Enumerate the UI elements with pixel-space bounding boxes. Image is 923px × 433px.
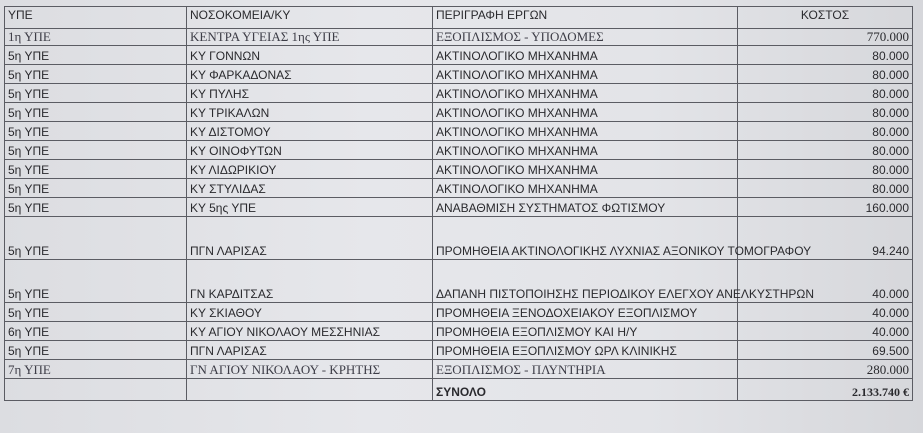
cell-cost: 80.000 xyxy=(738,141,913,160)
cell-unit: ΓΝ ΑΓΙΟΥ ΝΙΚΟΛΑΟΥ - ΚΡΗΤΗΣ xyxy=(187,360,433,379)
costs-table xyxy=(4,6,913,401)
header-description: ΠΕΡΙΓΡΑΦΗ ΕΡΓΩΝ xyxy=(433,7,738,29)
cell-ype: 5η ΥΠΕ xyxy=(5,303,187,322)
table-row xyxy=(5,29,913,46)
cell-ype: 5η ΥΠΕ xyxy=(5,141,187,160)
table-row xyxy=(5,141,913,160)
cell-ype: 5η ΥΠΕ xyxy=(5,198,187,217)
cell-cost: 80.000 xyxy=(738,122,913,141)
table-row xyxy=(5,360,913,379)
table-row xyxy=(5,217,913,260)
cell-description: ΕΞΟΠΛΙΣΜΟΣ - ΥΠΟΔΟΜΕΣ xyxy=(433,29,738,46)
cell-ype: 6η ΥΠΕ xyxy=(5,322,187,341)
cell-unit: ΚΥ ΦΑΡΚΑΔΟΝΑΣ xyxy=(187,65,433,84)
cell-ype: 5η ΥΠΕ xyxy=(5,84,187,103)
cell-ype: 1η ΥΠΕ xyxy=(5,29,187,46)
cell-description: ΠΡΟΜΗΘΕΙΑ ΞΕΝΟΔΟΧΕΙΑΚΟΥ ΕΞΟΠΛΙΣΜΟΥ xyxy=(433,303,738,322)
cell-cost: 80.000 xyxy=(738,46,913,65)
cell-cost: 40.000 xyxy=(738,260,913,303)
cell-cost: 94.240 xyxy=(738,217,913,260)
total-row xyxy=(5,379,913,401)
cell-cost: 280.000 xyxy=(738,360,913,379)
cell-ype: 7η ΥΠΕ xyxy=(5,360,187,379)
cell-description: ΑΝΑΒΑΘΜΙΣΗ ΣΥΣΤΗΜΑΤΟΣ ΦΩΤΙΣΜΟΥ xyxy=(433,198,738,217)
cell-description: ΑΚΤΙΝΟΛΟΓΙΚΟ ΜΗΧΑΝΗΜΑ xyxy=(433,103,738,122)
header-cost: ΚΟΣΤΟΣ xyxy=(738,7,913,29)
cell-unit: ΚΥ ΓΟΝΝΩΝ xyxy=(187,46,433,65)
cell-ype: 5η ΥΠΕ xyxy=(5,122,187,141)
cell-unit: ΠΓΝ ΛΑΡΙΣΑΣ xyxy=(187,217,433,260)
cell-cost: 80.000 xyxy=(738,84,913,103)
cell-description: ΔΑΠΑΝΗ ΠΙΣΤΟΠΟΙΗΣΗΣ ΠΕΡΙΟΔΙΚΟΥ ΕΛΕΓΧΟΥ ΑΝΕΛΚΥΣΤΗΡΩΝ xyxy=(433,260,738,303)
table-row xyxy=(5,198,913,217)
table-row xyxy=(5,46,913,65)
cell-cost: 80.000 xyxy=(738,103,913,122)
cell-ype: 5η ΥΠΕ xyxy=(5,103,187,122)
cell-description: ΑΚΤΙΝΟΛΟΓΙΚΟ ΜΗΧΑΝΗΜΑ xyxy=(433,65,738,84)
cell-cost: 80.000 xyxy=(738,65,913,84)
cell-unit: ΚΥ ΛΙΔΩΡΙΚΙΟΥ xyxy=(187,160,433,179)
cell-cost: 80.000 xyxy=(738,160,913,179)
table-row xyxy=(5,65,913,84)
cell-cost: 40.000 xyxy=(738,322,913,341)
cell-unit: ΚΥ ΤΡΙΚΑΛΩΝ xyxy=(187,103,433,122)
cell-unit: ΚΥ ΣΤΥΛΙΔΑΣ xyxy=(187,179,433,198)
table-row xyxy=(5,179,913,198)
cell-ype: 5η ΥΠΕ xyxy=(5,217,187,260)
table-row xyxy=(5,341,913,360)
table-row xyxy=(5,322,913,341)
table-body xyxy=(5,7,913,401)
header-ype: ΥΠΕ xyxy=(5,7,187,29)
cell-cost: 770.000 xyxy=(738,29,913,46)
cell-description: ΠΡΟΜΗΘΕΙΑ ΑΚΤΙΝΟΛΟΓΙΚΗΣ ΛΥΧΝΙΑΣ ΑΞΟΝΙΚΟΥ ΤΟΜΟΓΡΑΦΟΥ xyxy=(433,217,738,260)
cell-unit: ΚΕΝΤΡΑ ΥΓΕΙΑΣ 1ης ΥΠΕ xyxy=(187,29,433,46)
cell-unit: ΓΝ ΚΑΡΔΙΤΣΑΣ xyxy=(187,260,433,303)
cell-ype: 5η ΥΠΕ xyxy=(5,160,187,179)
cell-unit: ΚΥ ΠΥΛΗΣ xyxy=(187,84,433,103)
cell-unit: ΚΥ ΔΙΣΤΟΜΟΥ xyxy=(187,122,433,141)
cell-empty xyxy=(5,379,187,401)
table-row xyxy=(5,84,913,103)
cell-ype: 5η ΥΠΕ xyxy=(5,46,187,65)
cell-unit: ΚΥ ΣΚΙΑΘΟΥ xyxy=(187,303,433,322)
cell-ype: 5η ΥΠΕ xyxy=(5,179,187,198)
table-row xyxy=(5,303,913,322)
cell-unit: ΚΥ 5ης ΥΠΕ xyxy=(187,198,433,217)
cell-unit: ΚΥ ΑΓΙΟΥ ΝΙΚΟΛΑΟΥ ΜΕΣΣΗΝΙΑΣ xyxy=(187,322,433,341)
cell-description: ΑΚΤΙΝΟΛΟΓΙΚΟ ΜΗΧΑΝΗΜΑ xyxy=(433,160,738,179)
header-hospitals: ΝΟΣΟΚΟΜΕΙΑ/ΚΥ xyxy=(187,7,433,29)
cell-cost: 160.000 xyxy=(738,198,913,217)
table-row xyxy=(5,160,913,179)
header-row xyxy=(5,7,913,29)
cell-cost: 69.500 xyxy=(738,341,913,360)
cell-cost: 80.000 xyxy=(738,179,913,198)
table-row xyxy=(5,260,913,303)
cell-empty xyxy=(187,379,433,401)
cell-cost: 40.000 xyxy=(738,303,913,322)
cell-description: ΑΚΤΙΝΟΛΟΓΙΚΟ ΜΗΧΑΝΗΜΑ xyxy=(433,179,738,198)
cell-ype: 5η ΥΠΕ xyxy=(5,65,187,84)
cell-description: ΑΚΤΙΝΟΛΟΓΙΚΟ ΜΗΧΑΝΗΜΑ xyxy=(433,122,738,141)
table-row xyxy=(5,122,913,141)
cell-ype: 5η ΥΠΕ xyxy=(5,341,187,360)
cell-description: ΠΡΟΜΗΘΕΙΑ ΕΞΟΠΛΙΣΜΟΥ ΩΡΛ ΚΛΙΝΙΚΗΣ xyxy=(433,341,738,360)
cell-ype: 5η ΥΠΕ xyxy=(5,260,187,303)
cell-description: ΕΞΟΠΛΙΣΜΟΣ - ΠΛΥΝΤΗΡΙΑ xyxy=(433,360,738,379)
cell-description: ΠΡΟΜΗΘΕΙΑ ΕΞΟΠΛΙΣΜΟΥ ΚΑΙ Η/Υ xyxy=(433,322,738,341)
total-value: 2.133.740 € xyxy=(738,379,913,401)
cell-description: ΑΚΤΙΝΟΛΟΓΙΚΟ ΜΗΧΑΝΗΜΑ xyxy=(433,141,738,160)
total-label: ΣΥΝΟΛΟ xyxy=(433,379,738,401)
cell-description: ΑΚΤΙΝΟΛΟΓΙΚΟ ΜΗΧΑΝΗΜΑ xyxy=(433,46,738,65)
cell-unit: ΚΥ ΟΙΝΟΦΥΤΩΝ xyxy=(187,141,433,160)
cell-description: ΑΚΤΙΝΟΛΟΓΙΚΟ ΜΗΧΑΝΗΜΑ xyxy=(433,84,738,103)
table-row xyxy=(5,103,913,122)
cell-unit: ΠΓΝ ΛΑΡΙΣΑΣ xyxy=(187,341,433,360)
